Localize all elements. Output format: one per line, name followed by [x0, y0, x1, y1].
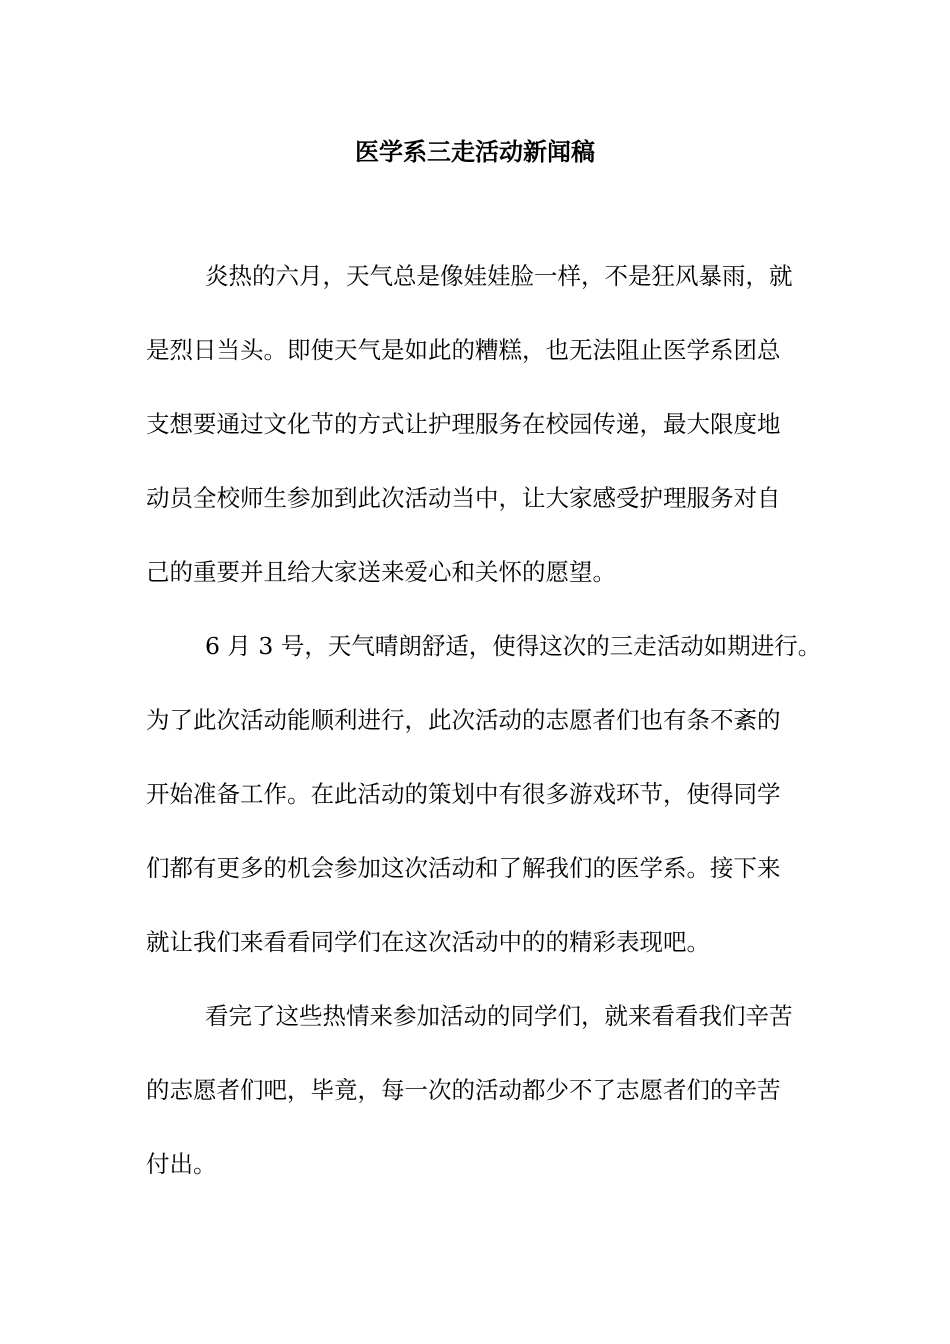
paragraph-3-line-2: 的志愿者们吧，毕竟，每一次的活动都少不了志愿者们的辛苦 [146, 1076, 781, 1104]
document-title: 医学系三走活动新闻稿 [355, 138, 595, 166]
paragraph-2-line-4: 们都有更多的机会参加这次活动和了解我们的医学系。接下来 [146, 854, 781, 882]
paragraph-2-line-1: 6 月 3 号，天气晴朗舒适，使得这次的三走活动如期进行。 [205, 632, 822, 660]
paragraph-1-line-5: 己的重要并且给大家送来爱心和关怀的愿望。 [146, 558, 616, 586]
paragraph-1-line-2: 是烈日当头。即使天气是如此的糟糕，也无法阻止医学系团总 [146, 336, 781, 364]
paragraph-2-line-2: 为了此次活动能顺利进行，此次活动的志愿者们也有条不紊的 [146, 706, 781, 734]
paragraph-3-line-1: 看完了这些热情来参加活动的同学们，就来看看我们辛苦 [205, 1002, 793, 1030]
paragraph-1-line-3: 支想要通过文化节的方式让护理服务在校园传递，最大限度地 [146, 410, 781, 438]
paragraph-2-line-5: 就让我们来看看同学们在这次活动中的的精彩表现吧。 [146, 928, 710, 956]
paragraph-2-line-3: 开始准备工作。在此活动的策划中有很多游戏环节，使得同学 [146, 780, 781, 808]
paragraph-1-line-1: 炎热的六月，天气总是像娃娃脸一样，不是狂风暴雨，就 [205, 262, 793, 290]
paragraph-1-line-4: 动员全校师生参加到此次活动当中，让大家感受护理服务对自 [146, 484, 781, 512]
paragraph-3-line-3: 付出。 [146, 1150, 217, 1178]
